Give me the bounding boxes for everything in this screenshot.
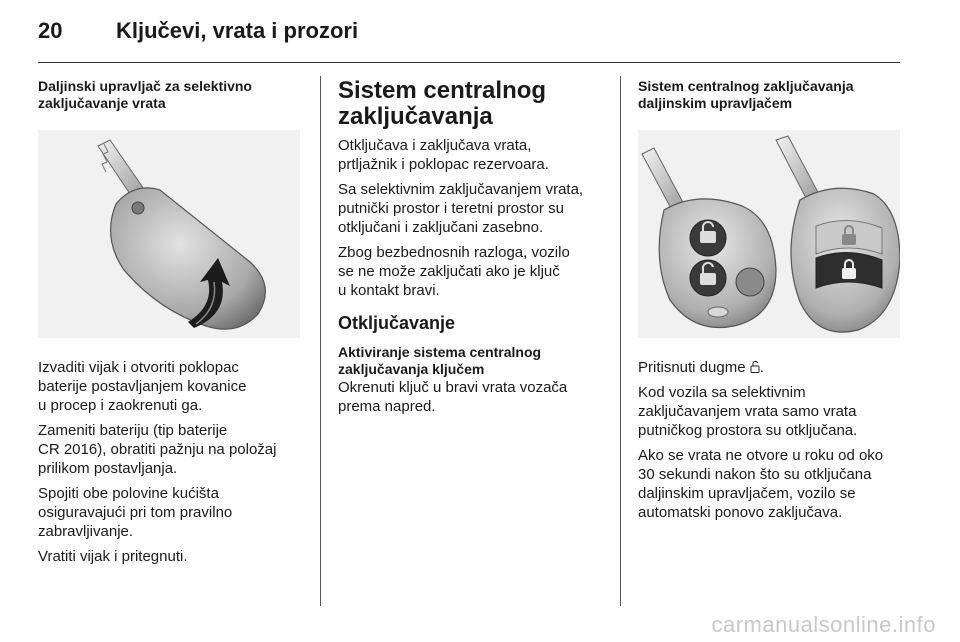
- text-line: 30 sekundi nakon što su otključana: [638, 466, 872, 483]
- text-line: putnički prostor i teretni prostor su: [338, 200, 564, 217]
- text-line: Zbog bezbednosnih razloga, vozilo: [338, 244, 570, 261]
- text-line: Vratiti vijak i pritegnuti.: [38, 548, 188, 565]
- paragraph: [38, 358, 300, 415]
- battery-instructions: [38, 358, 300, 566]
- text-line: Otključava i zaključava vrata,: [338, 137, 532, 154]
- title-line: Sistem centralnog: [338, 77, 547, 104]
- paragraph: [338, 136, 608, 174]
- header-divider: [38, 62, 900, 63]
- text-line: Izvaditi vijak i otvoriti poklopac: [38, 359, 239, 376]
- paragraph: [38, 421, 300, 478]
- text-line: Kod vozila sa selektivnim: [638, 384, 806, 401]
- heading-line: Daljinski upravljač za selektivno: [38, 78, 252, 94]
- text-line: Okrenuti ključ u bravi vrata vozača: [338, 379, 568, 396]
- text-line: u kontakt bravi.: [338, 282, 440, 299]
- paragraph: [38, 547, 300, 566]
- unlock-icon: [750, 360, 760, 373]
- section-title-unlocking: Otključavanje: [338, 313, 456, 333]
- text-line: u procep i zaokrenuti ga.: [38, 397, 203, 414]
- remote-key-battery-illustration: [38, 130, 300, 338]
- text-line: daljinskim upravljačem, vozilo se: [638, 485, 856, 502]
- text-line: Zameniti bateriju (tip baterije: [38, 422, 228, 439]
- column-middle: [338, 78, 608, 422]
- text-line: putničkog prostora su otključana.: [638, 422, 858, 439]
- paragraph: [638, 446, 902, 522]
- text-line: osiguravajući pri tom pravilno: [38, 504, 233, 521]
- press-button-suffix: .: [759, 359, 764, 376]
- text-line: automatski ponovo zaključava.: [638, 504, 843, 521]
- column-right: [638, 78, 902, 528]
- watermark: carmanualsonline.info: [711, 612, 936, 637]
- heading-line: daljinskim upravljačem: [638, 95, 793, 111]
- title-line: zaključavanja: [338, 103, 493, 130]
- key-activation-heading: [338, 344, 608, 378]
- chapter-title: Ključevi, vrata i prozori: [116, 18, 359, 43]
- heading-line: zaključavanje vrata: [38, 95, 166, 111]
- text-line: CR 2016), obratiti pažnju na položaj: [38, 441, 277, 458]
- paragraph: [338, 180, 608, 237]
- text-line: zabravljivanje.: [38, 523, 134, 540]
- paragraph: [38, 484, 300, 541]
- heading-line: zaključavanja ključem: [338, 361, 485, 377]
- paragraph: [338, 243, 608, 300]
- text-line: prema napred.: [338, 398, 436, 415]
- text-line: prilikom postavljanja.: [38, 460, 178, 477]
- remote-keys-illustration: [638, 130, 900, 338]
- text-line: zaključavanjem vrata samo vrata: [638, 403, 857, 420]
- page-number: 20: [38, 18, 63, 43]
- remote-locking-heading: [638, 78, 902, 112]
- column-divider-1: [320, 76, 321, 606]
- text-line: prtljažnik i poklopac rezervoara.: [338, 156, 549, 173]
- column-left: [38, 78, 300, 572]
- paragraph: [338, 378, 608, 416]
- text-line: baterije postavljanjem kovanice: [38, 378, 247, 395]
- column-divider-2: [620, 76, 621, 606]
- section-title-central-locking: [338, 78, 608, 130]
- heading-line: Aktiviranje sistema centralnog: [338, 344, 542, 360]
- text-line: Sa selektivnim zaključavanjem vrata,: [338, 181, 584, 198]
- text-line: Ako se vrata ne otvore u roku od oko: [638, 447, 884, 464]
- text-line: Spojiti obe polovine kućišta: [38, 485, 219, 502]
- remote-battery-heading: [38, 78, 300, 112]
- text-line: otključani i zaključani zasebno.: [338, 219, 544, 236]
- paragraph: [638, 358, 902, 377]
- page-header: [38, 18, 900, 52]
- heading-line: Sistem centralnog zaključavanja: [638, 78, 854, 94]
- press-button-text: Pritisnuti dugme: [638, 359, 746, 376]
- text-line: se ne može zaključati ako je ključ: [338, 263, 560, 280]
- paragraph: [638, 383, 902, 440]
